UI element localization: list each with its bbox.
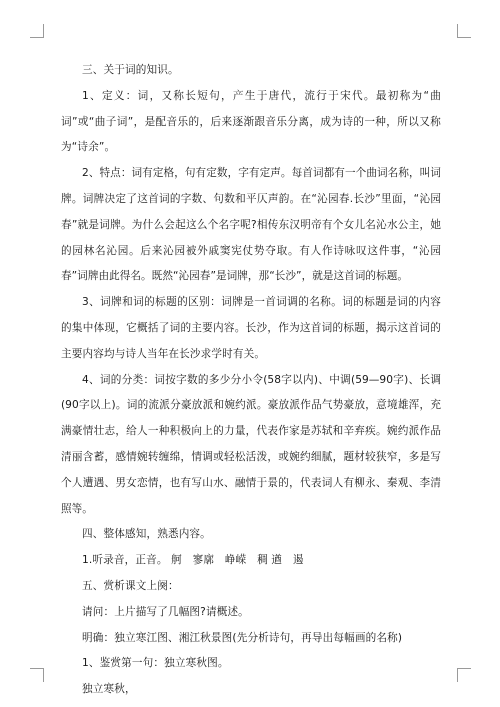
paragraph-cipai-vs-title: 3、词牌和词的标题的区别：词牌是一首词调的名称。词的标题是词的内容的集中体现，它概括了词的主要内容。长沙，作为这首词的标题，揭示这首词的主要内容均与诗人当年在长沙求学时有关。 (61, 296, 441, 360)
crop-mark-bottom-right-horizontal (457, 668, 471, 669)
paragraph-poem-line: 独立寒秋， (82, 683, 136, 696)
crop-mark-bottom-left-horizontal (30, 668, 44, 669)
paragraph-question: 请问：上片描写了几幅图?请概述。 (82, 605, 249, 618)
paragraph-clarification: 明确：独立寒江图、湘江秋景图(先分析诗句，再导出每幅画的名称) (82, 631, 403, 644)
crop-mark-bottom-right-vertical (457, 668, 458, 682)
crop-mark-top-left-vertical (43, 24, 44, 38)
paragraph-appreciate-first-line: 1、鉴赏第一句：独立寒秋图。 (82, 657, 229, 670)
section-heading-appreciation: 五、赏析课文上阕： (82, 579, 179, 592)
section-heading-overall-perception: 四、整体感知，熟悉内容。 (82, 528, 211, 541)
paragraph-classification: 4、词的分类：词按字数的多少分小令(58字以内)、中调(59—90字)、长调(90字以上)。词的流派分豪放派和婉约派。豪放派作品气势豪放，意境雄浑，充满豪情壮志，给人一种积极向上的力量，代表作家是苏轼和辛弃疾。婉约派作品清丽含蓄，感情婉转缠绵，情调或轻松活泼，或婉约细腻，题材较狭窄，多是写个人遭遇、男女恋情，也有写山水、融情于景的，代表词人有柳永、秦观、李清照等。 (61, 373, 441, 515)
crop-mark-top-left-horizontal (30, 37, 44, 38)
paragraph-definition: 1、定义：词，又称长短句，产生于唐代，流行于宋代。最初称为“曲词”或“曲子词”，是配音乐的，后来逐渐跟音乐分离，成为诗的一种，所以又称为“诗余”。 (61, 89, 441, 154)
section-heading-ci-knowledge: 三、关于词的知识。 (82, 64, 179, 76)
paragraph-listen-pronunciation: 1.听录音，正音。 舸 寥廓 峥嵘 稠 遒 遏 (82, 554, 304, 567)
crop-mark-bottom-left-vertical (43, 668, 44, 682)
crop-mark-top-right-horizontal (457, 37, 471, 38)
document-body (61, 58, 441, 703)
paragraph-features: 2、特点：词有定格，句有定数，字有定声。每首词都有一个曲词名称，叫词牌。词牌决定了这首词的字数、句数和平仄声韵。在“沁园春.长沙”里面，“沁园春”就是词牌。为什么会起这么个名字呢?相传东汉明帝有个女儿名沁水公主，她的园林名沁园。后来沁园被外戚窦宪仗势夺取。有人作诗咏叹这件事，“沁园春”词牌由此得名。既然“沁园春”是词牌，那“长沙”，就是这首词的标题。 (61, 167, 441, 283)
crop-mark-top-right-vertical (457, 24, 458, 38)
